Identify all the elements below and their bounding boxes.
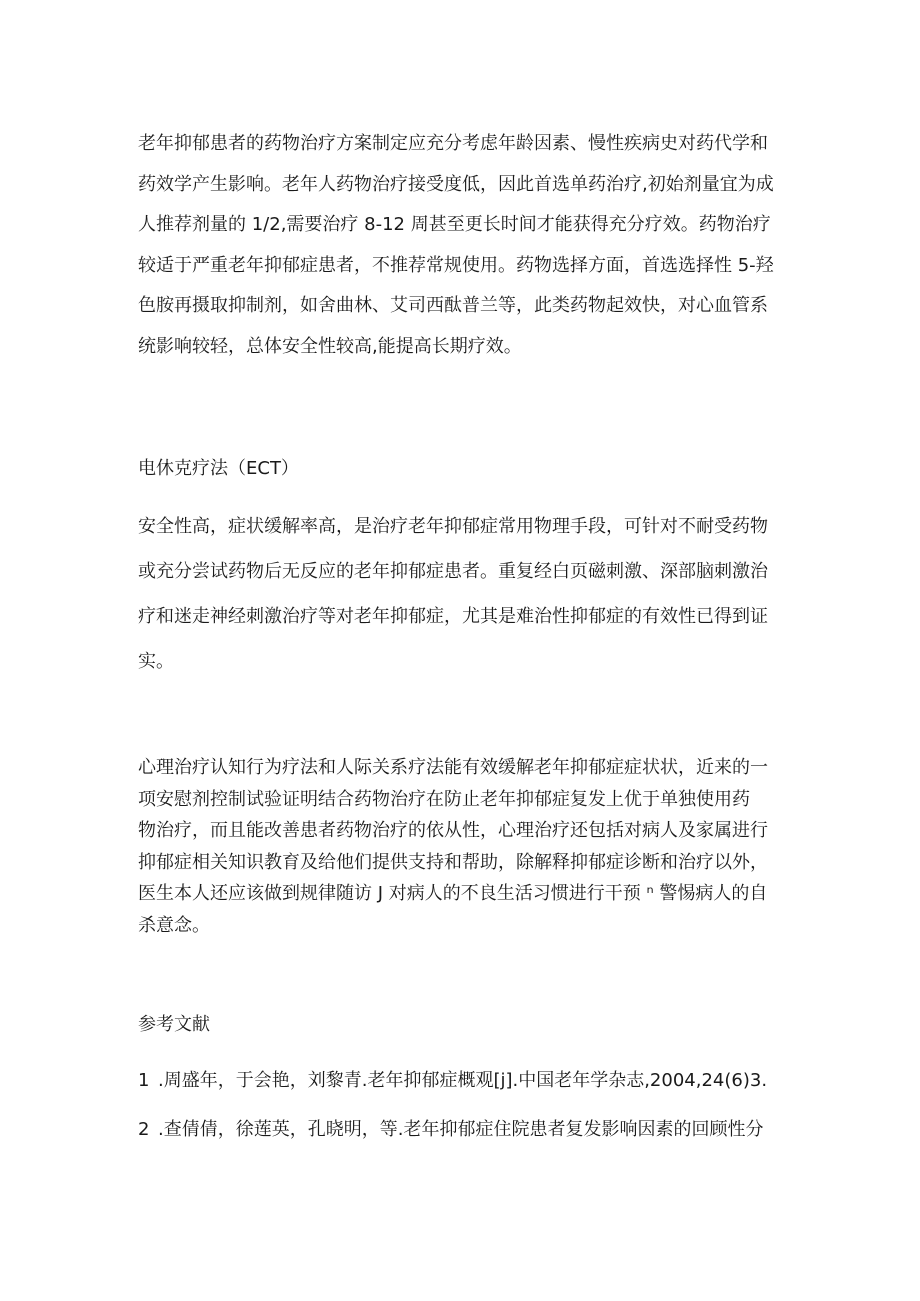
paragraph-psychotherapy xyxy=(138,752,800,941)
paragraph-drug-therapy xyxy=(138,124,800,367)
reference-number: 2 xyxy=(138,1119,150,1140)
text-line: 疗和迷走神经刺激治疗等对老年抑郁症，尤其是难治性抑郁症的有效性已得到证 xyxy=(138,606,768,627)
text-line: 心理治疗认知行为疗法和人际关系疗法能有效缓解老年抑郁症症状状，近来的一 xyxy=(138,757,768,778)
text-line: 实。 xyxy=(138,651,174,672)
text-line: 项安慰剂控制试验证明结合药物治疗在防止老年抑郁症复发上优于单独使用药 xyxy=(138,788,750,810)
reference-text: .查倩倩，徐莲英，孔晓明，等.老年抑郁症住院患者复发影响因素的回顾性分 xyxy=(158,1119,764,1140)
text-line: 医生本人还应该做到规律随访 J 对病人的不良生活习惯进行干预 ⁿ 警惕病人的自 xyxy=(138,883,768,904)
reference-list xyxy=(138,1056,800,1154)
text-line: 或充分尝试药物后无反应的老年抑郁症患者。重复经白页磁刺激、深部脑刺激治 xyxy=(138,561,768,582)
text-line: 色胺再摄取抑制剂，如舍曲林、艾司西酞普兰等，此类药物起效快，对心血管系 xyxy=(138,295,768,316)
reference-item xyxy=(138,1105,800,1154)
text-line: 药效学产生影响。老年人药物治疗接受度低，因此首选单药治疗,初始剂量宜为成 xyxy=(138,173,774,195)
text-line: 统影响较轻，总体安全性较高,能提高长期疗效。 xyxy=(138,335,522,357)
heading-ect: 电休克疗法（ECT） xyxy=(138,458,299,479)
paragraph-ect xyxy=(138,504,800,684)
text-line: 抑郁症相关知识教育及给他们提供支持和帮助，除解释抑郁症诊断和治疗以外， xyxy=(138,851,768,873)
text-line: 较适于严重老年抑郁症患者，不推荐常规使用。药物选择方面，首选选择性 5-羟 xyxy=(138,254,774,276)
text-line: 人推荐剂量的 1/2,需要治疗 8-12 周甚至更长时间才能获得充分疗效。药物治疗 xyxy=(138,214,771,235)
text-line: 物治疗，而且能改善患者药物治疗的依从性，心理治疗还包括对病人及家属进行 xyxy=(138,820,768,841)
text-line: 杀意念。 xyxy=(138,914,210,936)
heading-references: 参考文献 xyxy=(138,1014,210,1035)
reference-text: .周盛年，于会艳，刘黎青.老年抑郁症概观[j].中国老年学杂志,2004,24(6)3. xyxy=(158,1070,768,1091)
reference-number: 1 xyxy=(138,1070,150,1091)
reference-item xyxy=(138,1056,800,1105)
text-line: 安全性高，症状缓解率高，是治疗老年抑郁症常用物理手段，可针对不耐受药物 xyxy=(138,516,768,537)
text-line: 老年抑郁患者的药物治疗方案制定应充分考虑年龄因素、慢性疾病史对药代学和 xyxy=(138,133,768,154)
